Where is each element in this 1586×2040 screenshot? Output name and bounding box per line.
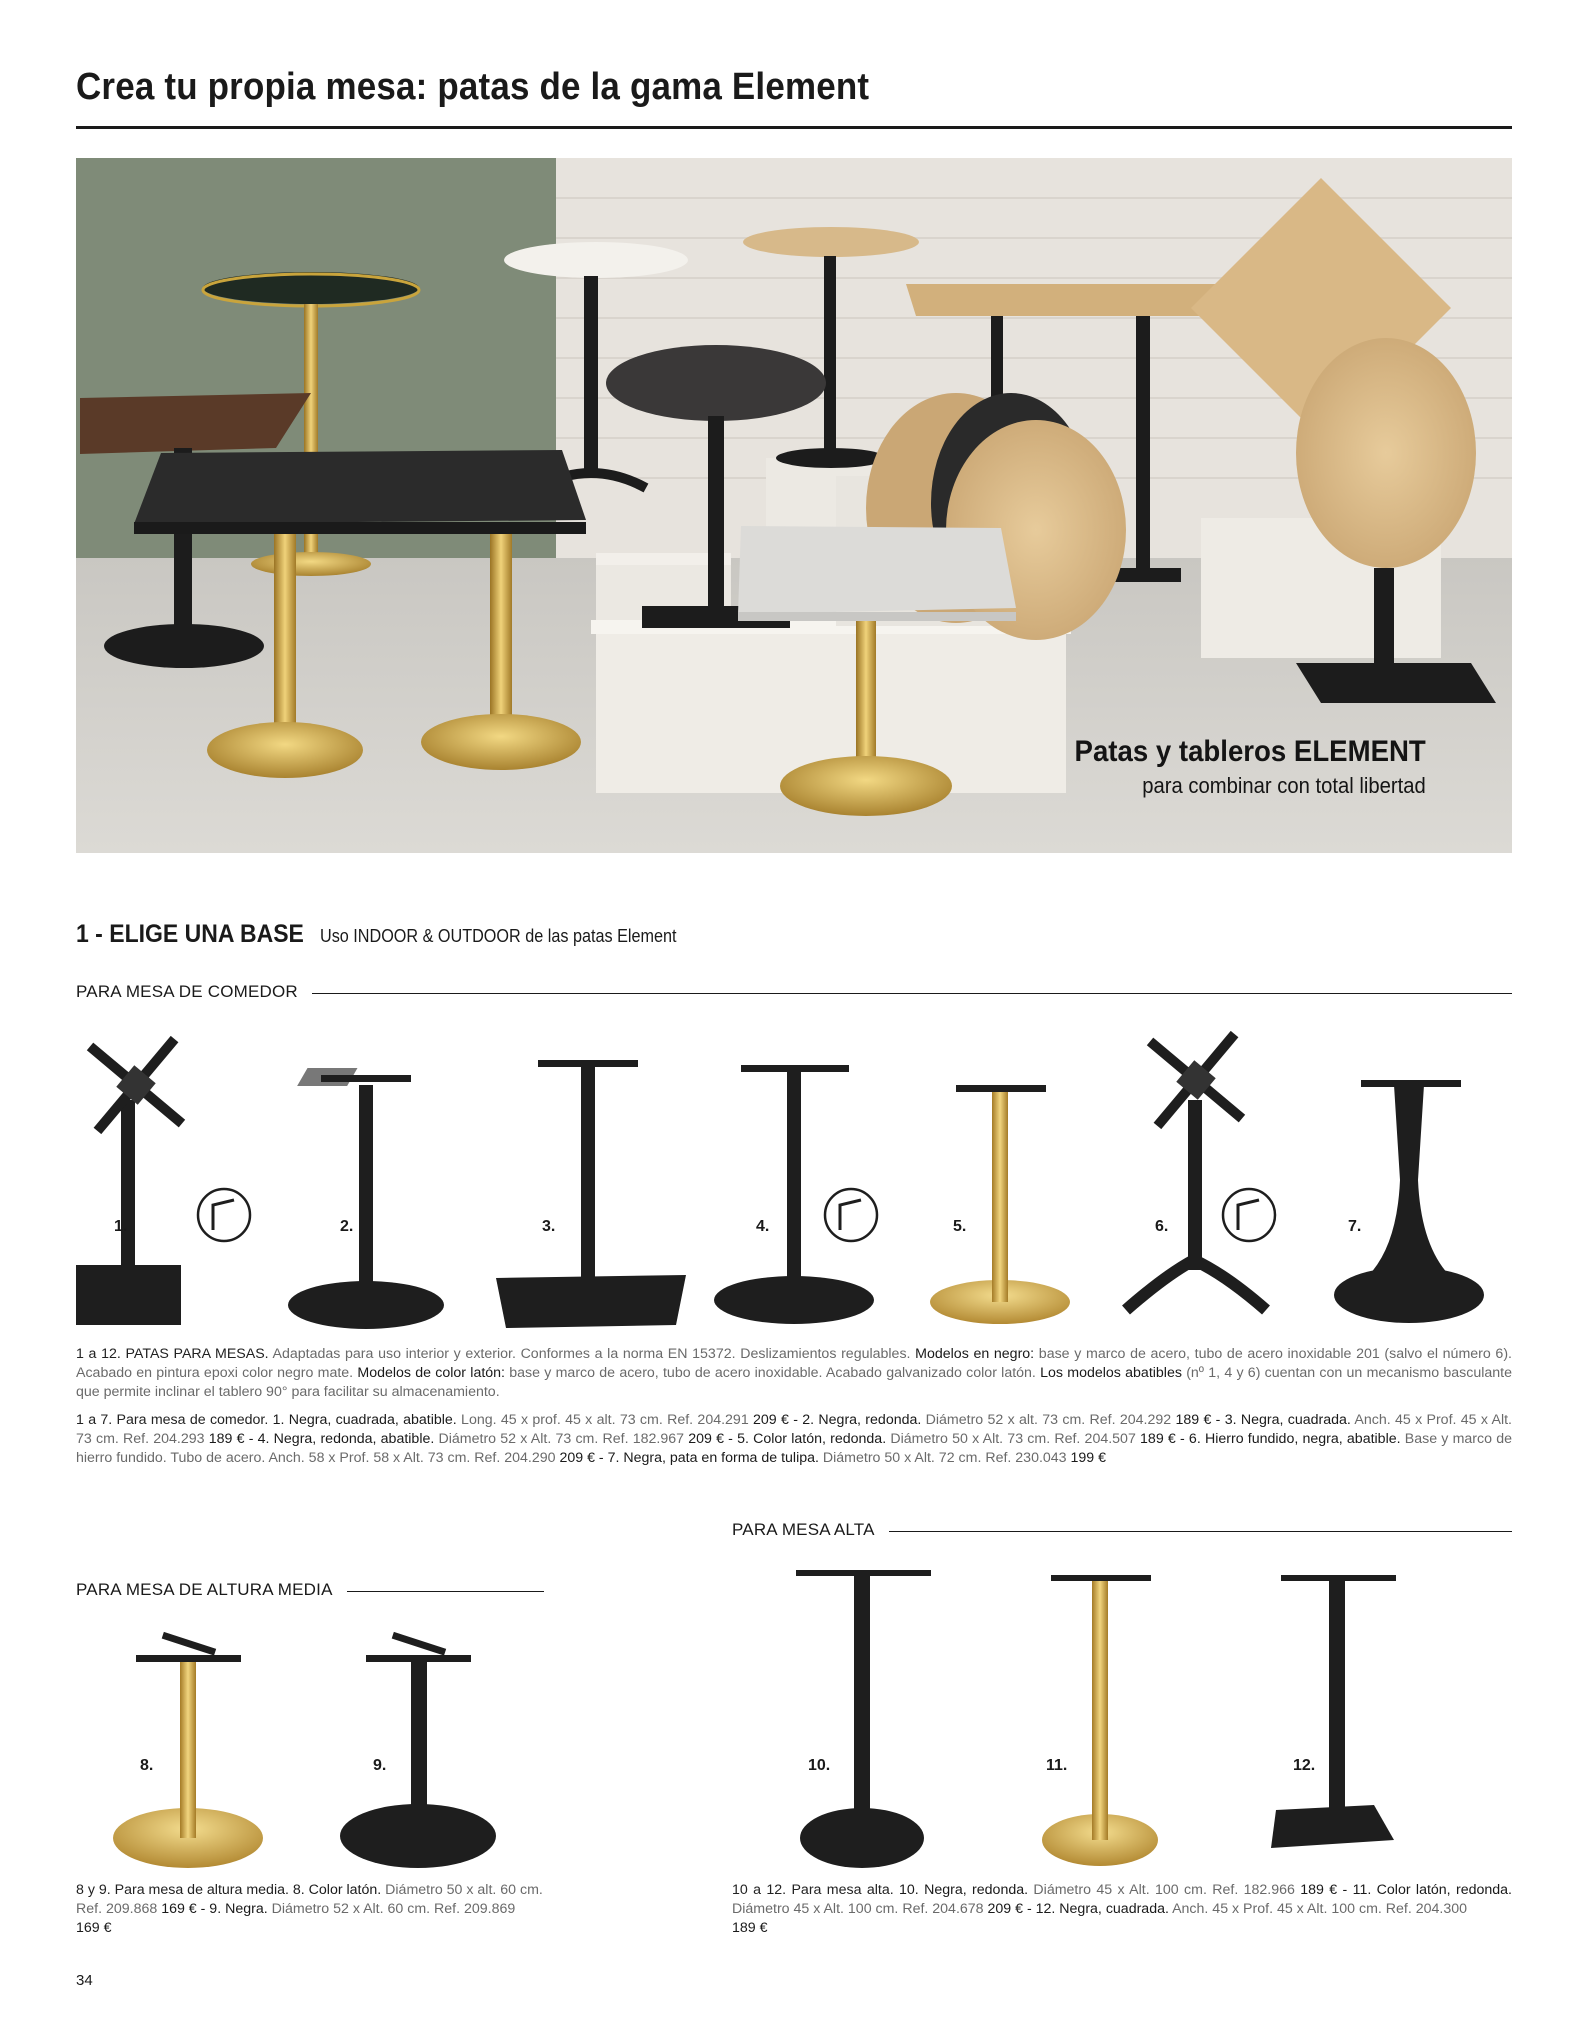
product-number: 2. [340, 1218, 354, 1235]
page-number: 34 [76, 1972, 93, 1989]
product-number: 5. [953, 1218, 967, 1235]
alta-divider [880, 1531, 1512, 1532]
comedor-description: 1 a 7. Para mesa de comedor. 1. Negra, cuadrada, abatible. Long. 45 x prof. 45 x alt. 73 cm. Ref. 204.291 209 € - 2. Negra, redonda. Diámetro 52 x alt. 73 cm. Ref. 204.292 189 € - 3. Negra, cuadrada. Anch. 45 x Prof. 45 x Alt. 73 cm. Ref. 204.293 189 € - 4. Negra, redonda, abatible. Diámetro 52 x Alt. 73 cm. Ref. 182.967 209 € - 5. Color latón, redonda. Diámetro 50 x Alt. 73 cm. Ref. 204.507 189 € - 6. Hierro fundido, negra, abatible. Base y marco de hierro fundido. Tubo de acero. Anch. 58 x Prof. 58 x Alt. 73 cm. Ref. 204.290 209 € - 7. Negra, pata en forma de tulipa. Diámetro 50 x Alt. 72 cm. Ref. 230.043 199 € [76, 1412, 1512, 1466]
product-1-tilting-square-base [76, 1010, 250, 1325]
product-8-brass-round-base [113, 1632, 263, 1868]
group-heading-comedor: PARA MESA DE COMEDOR [76, 982, 312, 1002]
product-number: 6. [1155, 1218, 1169, 1235]
product-9-round-base [340, 1632, 496, 1868]
hero-photo [76, 158, 1512, 853]
product-7-tulip-base [1334, 1080, 1484, 1323]
product-2-round-base [288, 1068, 444, 1329]
product-4-tilting-round-base [714, 1065, 877, 1324]
group-heading-media: PARA MESA DE ALTURA MEDIA [76, 1580, 347, 1600]
product-3-square-base [496, 1060, 686, 1328]
media-description: 8 y 9. Para mesa de altura media. 8. Color latón. Diámetro 50 x alt. 60 cm. Ref. 209.868 169 € - 9. Negra. Diámetro 52 x Alt. 60 cm. Ref. 209.869 169 € [76, 1882, 543, 1936]
tilt-icon [1223, 1189, 1275, 1241]
hero-caption-title: Patas y tableros ELEMENT [1074, 735, 1426, 768]
tilt-icon [825, 1189, 877, 1241]
title-divider [76, 126, 1512, 129]
product-number: 12. [1293, 1757, 1316, 1774]
general-description: 1 a 12. PATAS PARA MESAS. Adaptadas para uso interior y exterior. Conformes a la norma EN 15372. Deslizamientos regulables. Modelos en negro: base y marco de acero, tubo de acero inoxidable 201 (salvo el número 6). Acabado en pintura epoxi color negro mate. Modelos de color latón: base y marco de acero, tubo de acero inoxidable. Acabado galvanizado color latón. Los modelos abatibles (nº 1, 4 y 6) cuentan con un mecanismo basculante que permite inclinar el tablero 90° para facilitar su almacenamiento. [76, 1346, 1512, 1400]
product-number: 11. [1046, 1757, 1068, 1774]
product-5-brass-round-base [930, 1085, 1070, 1324]
product-number: 1. [114, 1218, 128, 1235]
section-subtitle: Uso INDOOR & OUTDOOR de las patas Element [320, 926, 677, 946]
page-title: Crea tu propia mesa: patas de la gama Element [76, 66, 870, 108]
product-number: 10. [808, 1757, 831, 1774]
section-heading [76, 920, 716, 949]
product-number: 3. [542, 1218, 556, 1235]
hero-caption [1044, 735, 1426, 799]
product-6-cast-iron-base [1111, 1010, 1280, 1310]
product-10-high-round-base [796, 1570, 931, 1868]
alta-description: 10 a 12. Para mesa alta. 10. Negra, redonda. Diámetro 45 x Alt. 100 cm. Ref. 182.966 189 € - 11. Color latón, redonda. Diámetro 45 x Alt. 100 cm. Ref. 204.678 209 € - 12. Negra, cuadrada. Anch. 45 x Prof. 45 x Alt. 100 cm. Ref. 204.300 189 € [732, 1882, 1512, 1936]
comedor-products [76, 1010, 1516, 1330]
lower-products [76, 1560, 1516, 1870]
product-12-high-square-base [1271, 1575, 1396, 1848]
product-number: 4. [756, 1218, 770, 1235]
product-number: 8. [140, 1757, 154, 1774]
product-11-high-brass-round-base [1042, 1575, 1158, 1866]
comedor-divider [300, 993, 1512, 994]
section-title: 1 - ELIGE UNA BASE [76, 920, 304, 948]
tilt-icon [198, 1189, 250, 1241]
group-heading-alta: PARA MESA ALTA [732, 1520, 889, 1540]
product-number: 7. [1348, 1218, 1362, 1235]
product-number: 9. [373, 1757, 387, 1774]
hero-caption-subtitle: para combinar con total libertad [1142, 773, 1426, 798]
